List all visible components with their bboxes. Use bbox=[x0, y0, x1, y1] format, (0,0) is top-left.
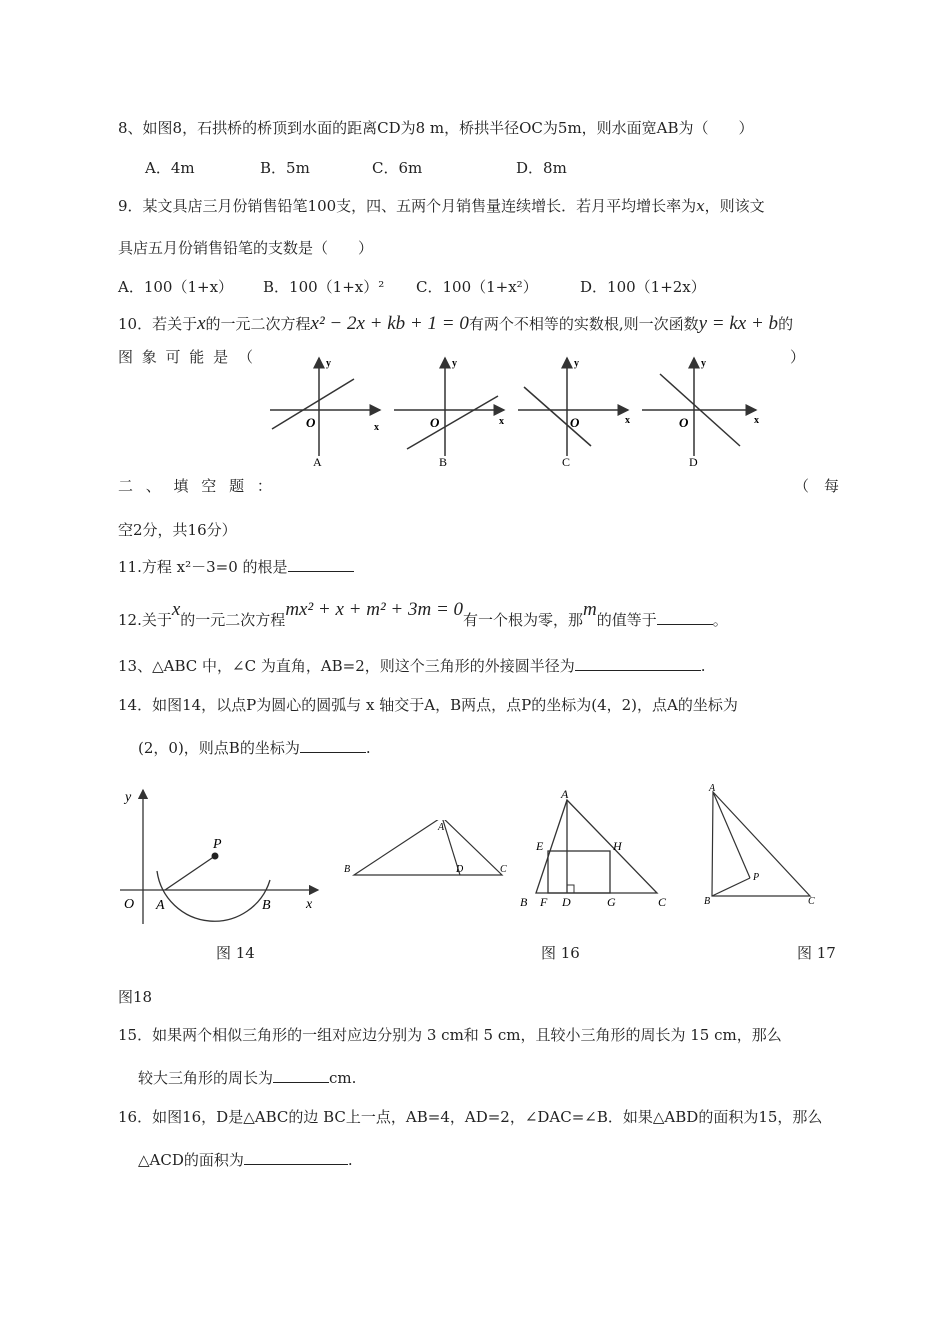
q16-end: . bbox=[347, 1151, 353, 1169]
q8-option-b: B．5m bbox=[260, 159, 310, 177]
figure-triangle-abdc bbox=[340, 820, 518, 880]
q16-line1: 16．如图16，D是△ABC的边 BC上一点，AB=4，AD=2，∠DAC=∠B．如果△ABD的面积为15，那么 bbox=[118, 1108, 823, 1126]
graph-a-label: A bbox=[313, 455, 322, 469]
q10-part4: 的 bbox=[778, 315, 794, 333]
graph-d bbox=[642, 358, 759, 469]
fig-abdc-label-c: C bbox=[500, 864, 507, 875]
q15-line2 bbox=[138, 1068, 356, 1088]
q15-blank[interactable] bbox=[273, 1068, 329, 1083]
fig16-label-f: F bbox=[540, 895, 548, 908]
fig17-label-c: C bbox=[808, 896, 815, 907]
graph-c-y-label: y bbox=[574, 358, 579, 369]
fig16-label-g: G bbox=[607, 895, 616, 908]
q11-line bbox=[118, 557, 354, 577]
q10-graphs bbox=[262, 352, 774, 472]
graph-d-y-label: y bbox=[701, 358, 706, 369]
section2-note-end: 空2分，共16分） bbox=[118, 521, 237, 539]
fig14-label-a: A bbox=[156, 898, 165, 913]
graph-c-x-label: x bbox=[625, 415, 630, 426]
fig14-label-x: x bbox=[306, 897, 313, 912]
q16-blank[interactable] bbox=[244, 1150, 348, 1165]
fig-abdc-label-b: B bbox=[344, 864, 351, 875]
q9-option-a: A．100（1+x） bbox=[118, 278, 234, 296]
fig-abdc-label-a: A bbox=[438, 822, 445, 833]
q10-line1 bbox=[118, 314, 793, 334]
q9-line2: 具店五月份销售铅笔的支数是（ ） bbox=[118, 239, 374, 257]
fig14-label-y: y bbox=[125, 790, 132, 805]
q9-line1 bbox=[118, 196, 765, 216]
q13-line bbox=[118, 656, 706, 676]
q16-line2 bbox=[138, 1150, 353, 1170]
q10-paren-right: ） bbox=[790, 348, 806, 366]
q14-line1: 14．如图14，以点P为圆心的圆弧与 x 轴交于A，B两点，点P的坐标为(4，2)，点A的坐标为 bbox=[118, 696, 738, 714]
q13-end: . bbox=[700, 657, 706, 675]
q14-blank[interactable] bbox=[300, 738, 366, 753]
q12-line bbox=[118, 600, 728, 630]
section2-note-start: （ 每 bbox=[794, 477, 840, 495]
section2-title: 二 、 填 空 题 ： bbox=[118, 477, 276, 495]
q12-part4: 的值等于 bbox=[596, 611, 657, 629]
fig16-triangle bbox=[536, 800, 657, 893]
fig16-label-e: E bbox=[536, 839, 544, 853]
fig17-segment-ap bbox=[713, 792, 750, 878]
caption-fig18: 图18 bbox=[118, 988, 153, 1006]
q8-option-c: C．6m bbox=[372, 159, 423, 177]
q10-part2: 的一元二次方程 bbox=[205, 315, 311, 333]
graph-c-line bbox=[524, 387, 591, 446]
q15-unit: cm. bbox=[329, 1069, 357, 1087]
q9-var: x bbox=[696, 197, 705, 215]
q12-blank[interactable] bbox=[657, 610, 713, 625]
q9-line1-text: 9．某文具店三月份销售铅笔100支，四、五两个月销售量连续增长．若月平均增长率为 bbox=[118, 197, 697, 215]
graph-c bbox=[518, 358, 630, 469]
fig17-segment-bp bbox=[712, 878, 750, 896]
graph-a-x-label: x bbox=[374, 422, 379, 433]
graph-d-origin: O bbox=[679, 415, 689, 430]
figure-16 bbox=[514, 784, 678, 908]
q12-var2: m bbox=[583, 599, 597, 620]
q10-function: y = kx + b bbox=[698, 313, 779, 334]
q9-option-d: D．100（1+2x） bbox=[580, 278, 706, 296]
q10-line2: 图 象 可 能 是 bbox=[118, 348, 231, 366]
fig17-triangle bbox=[712, 792, 810, 896]
q12-end: 。 bbox=[712, 611, 728, 629]
graph-b-y-label: y bbox=[452, 358, 457, 369]
fig14-point-p bbox=[212, 853, 219, 860]
q12-equation: mx² + x + m² + 3m = 0 bbox=[285, 599, 464, 620]
q8-option-a: A．4m bbox=[145, 159, 195, 177]
q10-paren-left: （ bbox=[238, 348, 254, 366]
graph-a bbox=[270, 358, 380, 469]
caption-fig17: 图 17 bbox=[797, 944, 836, 962]
q8-text: 8、如图8，石拱桥的桥顶到水面的距离CD为8 m，桥拱半径OC为5m，则水面宽AB为（ ） bbox=[118, 119, 754, 137]
fig17-label-p: P bbox=[753, 872, 760, 883]
q10-var: x bbox=[197, 313, 206, 334]
q12-part1: 12.关于 bbox=[118, 611, 172, 629]
fig16-right-angle bbox=[567, 885, 574, 893]
graph-c-origin: O bbox=[570, 415, 580, 430]
q15-line2-text: 较大三角形的周长为 bbox=[138, 1069, 274, 1087]
fig-abdc-label-d: D bbox=[456, 864, 464, 875]
q9-option-b: B．100（1+x）² bbox=[263, 278, 385, 296]
q14-line2-text: (2，0)，则点B的坐标为 bbox=[138, 739, 300, 757]
q13-text: 13、△ABC 中，∠C 为直角，AB=2，则这个三角形的外接圆半径为 bbox=[118, 657, 575, 675]
fig16-label-d: D bbox=[562, 895, 571, 908]
fig16-rectangle bbox=[548, 851, 610, 893]
fig14-label-o: O bbox=[124, 897, 135, 912]
q9-option-c: C．100（1+x²） bbox=[416, 278, 538, 296]
q16-line2-text: △ACD的面积为 bbox=[138, 1151, 244, 1169]
fig14-radius bbox=[165, 856, 215, 890]
graph-b bbox=[394, 358, 504, 469]
graph-b-line bbox=[407, 396, 498, 449]
fig14-label-b: B bbox=[262, 898, 271, 913]
fig14-arc bbox=[157, 871, 270, 921]
graph-a-origin: O bbox=[306, 415, 316, 430]
graph-b-origin: O bbox=[430, 415, 440, 430]
graph-c-label: C bbox=[562, 455, 571, 469]
graph-b-label: B bbox=[439, 455, 448, 469]
fig16-label-b: B bbox=[520, 895, 528, 908]
figure-14 bbox=[112, 784, 324, 926]
q13-blank[interactable] bbox=[575, 656, 701, 671]
q10-part1: 10．若关于 bbox=[118, 315, 198, 333]
figure-17 bbox=[700, 780, 822, 910]
fig-abdc-triangle bbox=[354, 820, 502, 875]
graph-d-x-label: x bbox=[754, 415, 759, 426]
q14-line2 bbox=[138, 738, 371, 758]
caption-fig16: 图 16 bbox=[541, 944, 580, 962]
graph-b-x-label: x bbox=[499, 416, 504, 427]
fig17-label-a: A bbox=[709, 783, 716, 794]
q12-part3: 有一个根为零，那 bbox=[463, 611, 584, 629]
fig16-label-h: H bbox=[613, 839, 622, 853]
q9-line1-end: ，则该文 bbox=[704, 197, 765, 215]
q14-end: . bbox=[365, 739, 371, 757]
q12-part2: 的一元二次方程 bbox=[180, 611, 286, 629]
q12-var: x bbox=[171, 599, 181, 620]
q11-blank[interactable] bbox=[288, 557, 354, 572]
q10-equation: x² − 2x + kb + 1 = 0 bbox=[310, 313, 469, 334]
q11-text: 11.方程 x²－3=0 的根是 bbox=[118, 558, 288, 576]
q10-part3: 有两个不相等的实数根,则一次函数 bbox=[468, 315, 699, 333]
caption-fig14: 图 14 bbox=[216, 944, 255, 962]
q15-line1: 15．如果两个相似三角形的一组对应边分别为 3 cm和 5 cm，且较小三角形的周长为 15 cm，那么 bbox=[118, 1026, 782, 1044]
fig16-label-c: C bbox=[658, 895, 667, 908]
graph-a-y-label: y bbox=[326, 358, 331, 369]
fig14-label-p: P bbox=[213, 837, 222, 852]
q8-option-d: D．8m bbox=[516, 159, 567, 177]
fig17-label-b: B bbox=[704, 896, 711, 907]
graph-d-label: D bbox=[689, 455, 698, 469]
fig16-label-a: A bbox=[561, 787, 569, 801]
